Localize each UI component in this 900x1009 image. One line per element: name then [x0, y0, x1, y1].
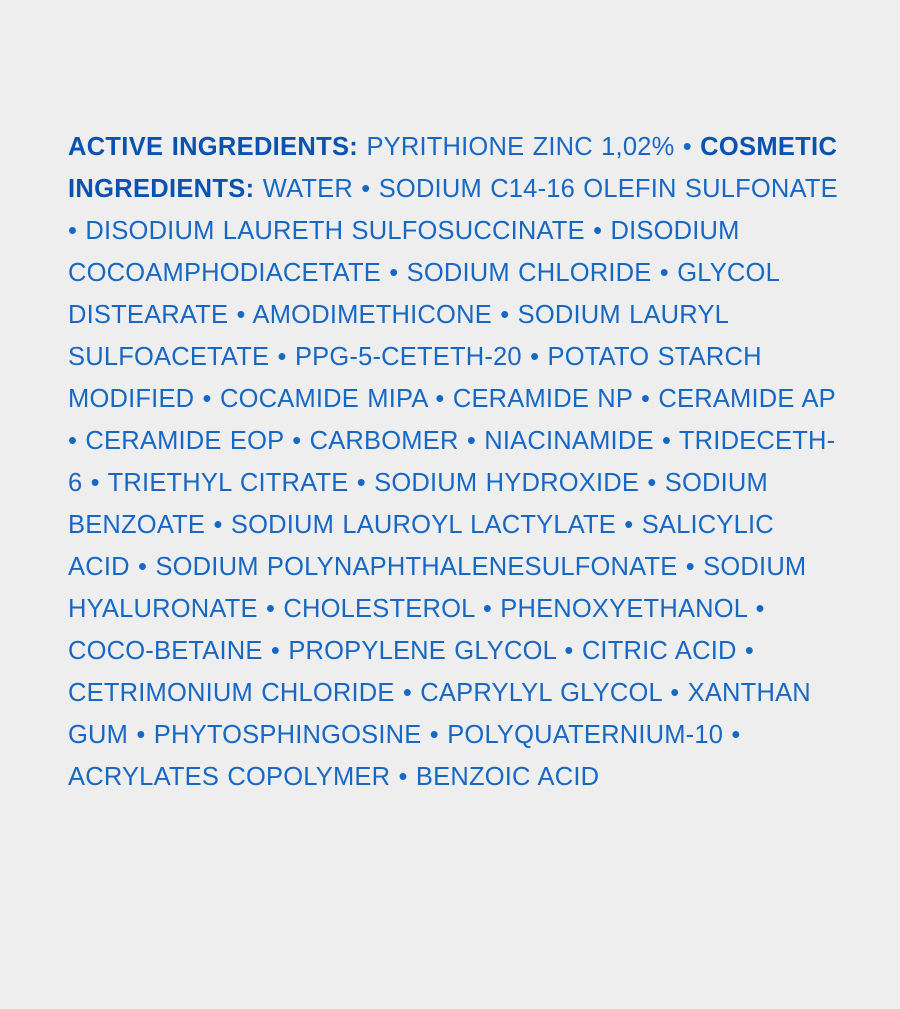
ingredient-separator: • — [68, 426, 86, 455]
ingredient-separator: • — [283, 426, 310, 455]
ingredient-item: COCAMIDE MIPA — [219, 384, 428, 413]
ingredient-item: SODIUM LAURYL SULFOACETATE — [68, 300, 729, 371]
ingredient-separator: • — [380, 258, 407, 287]
ingredient-item: NIACINAMIDE — [484, 426, 654, 455]
ingredient-item: CERAMIDE EOP — [85, 426, 284, 455]
ingredient-separator: • — [194, 384, 220, 413]
ingredient-separator: • — [68, 216, 86, 245]
ingredient-separator: • — [661, 678, 688, 707]
ingredient-separator: • — [269, 342, 295, 371]
ingredient-item: SODIUM POLYNAPHTHALENESULFONATE — [155, 552, 678, 581]
ingredient-item: BENZOIC ACID — [415, 762, 600, 791]
ingredient-item: SODIUM CHLORIDE — [406, 258, 652, 287]
ingredient-separator: • — [521, 342, 548, 371]
ingredient-item: PHYTOSPHINGOSINE — [153, 720, 422, 749]
ingredient-separator: • — [736, 636, 755, 665]
ingredient-separator: • — [677, 552, 704, 581]
ingredient-item: SODIUM C14-16 OLEFIN SULFONATE — [378, 174, 838, 203]
ingredients-panel — [68, 100, 838, 823]
ingredient-item: AMODIMETHICONE — [252, 300, 492, 329]
ingredient-item: PYRITHIONE ZINC 1,02% — [366, 132, 675, 161]
ingredient-separator: • — [584, 216, 611, 245]
ingredient-item: SODIUM HYDROXIDE — [374, 468, 640, 497]
ingredient-separator: • — [421, 720, 448, 749]
ingredient-separator: • — [128, 720, 154, 749]
ingredient-separator: • — [632, 384, 659, 413]
ingredient-separator: • — [651, 258, 678, 287]
ingredient-separator: • — [556, 636, 582, 665]
ingredient-separator: • — [427, 384, 453, 413]
ingredient-separator: • — [653, 426, 679, 455]
ingredient-separator: • — [616, 510, 642, 539]
ingredient-item: PROPYLENE GLYCOL — [288, 636, 557, 665]
ingredient-item: PPG-5-CETETH-20 — [294, 342, 522, 371]
ingredient-item: DISODIUM LAURETH SULFOSUCCINATE — [85, 216, 585, 245]
ingredient-item: DISODIUM COCOAMPHODIACETATE — [68, 216, 740, 287]
ingredient-separator: • — [129, 552, 156, 581]
ingredient-separator: • — [747, 594, 765, 623]
ingredient-item: WATER — [262, 174, 353, 203]
ingredient-separator: • — [458, 426, 485, 455]
ingredient-item: ACRYLATES COPOLYMER — [68, 762, 391, 791]
ingredient-item: SODIUM BENZOATE — [68, 468, 768, 539]
ingredients-section-label: COSMETIC INGREDIENTS: — [68, 132, 838, 203]
ingredient-item: CERAMIDE AP — [658, 384, 836, 413]
ingredient-item: CERAMIDE NP — [452, 384, 633, 413]
ingredient-separator: • — [228, 300, 253, 329]
ingredient-item: CAPRYLYL GLYCOL — [420, 678, 662, 707]
ingredients-section-label: ACTIVE INGREDIENTS: — [68, 132, 367, 161]
ingredient-item: CITRIC ACID — [581, 636, 737, 665]
ingredient-separator: • — [390, 762, 416, 791]
ingredient-separator: • — [491, 300, 518, 329]
ingredient-item: GLYCOL DISTEARATE — [68, 258, 780, 329]
ingredient-separator: • — [394, 678, 421, 707]
ingredient-item: CARBOMER — [309, 426, 459, 455]
ingredient-item: CETRIMONIUM CHLORIDE — [68, 678, 395, 707]
ingredient-separator: • — [205, 510, 231, 539]
ingredient-item: PHENOXYETHANOL — [500, 594, 748, 623]
ingredient-separator: • — [353, 174, 379, 203]
ingredient-item: TRIDECETH-6 — [68, 426, 836, 497]
ingredient-item: COCO-BETAINE — [68, 636, 263, 665]
ingredient-separator: • — [474, 594, 501, 623]
ingredient-item: CHOLESTEROL — [283, 594, 475, 623]
ingredient-item: XANTHAN GUM — [68, 678, 811, 749]
ingredients-list-text — [68, 126, 838, 798]
ingredient-item: POLYQUATERNIUM-10 — [447, 720, 724, 749]
ingredient-item: SODIUM LAUROYL LACTYLATE — [230, 510, 617, 539]
ingredient-item: POTATO STARCH MODIFIED — [68, 342, 762, 413]
ingredient-item: SODIUM HYALURONATE — [68, 552, 807, 623]
ingredient-item: SALICYLIC ACID — [68, 510, 774, 581]
ingredient-separator: • — [723, 720, 741, 749]
ingredient-separator: • — [257, 594, 284, 623]
ingredient-separator: • — [348, 468, 375, 497]
ingredient-separator: • — [262, 636, 289, 665]
ingredient-separator: • — [674, 132, 701, 161]
ingredient-separator: • — [639, 468, 665, 497]
ingredient-separator: • — [82, 468, 108, 497]
ingredient-item: TRIETHYL CITRATE — [107, 468, 349, 497]
